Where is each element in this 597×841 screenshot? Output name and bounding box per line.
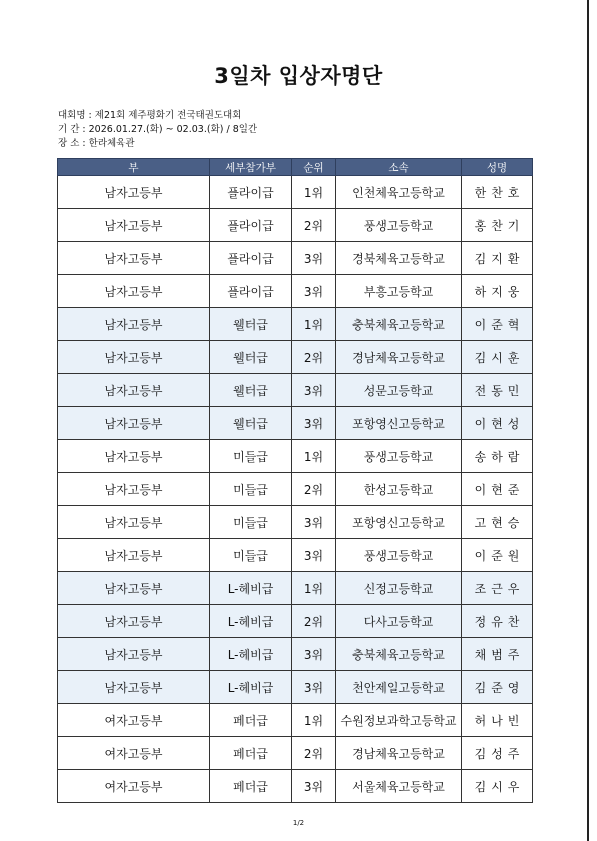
page-title: 3일차 입상자명단 <box>214 64 383 88</box>
event-name-label: 대회명 : <box>58 110 92 121</box>
athlete-name-cell: 송하람 <box>462 440 533 473</box>
subdivision-cell: 플라이급 <box>210 176 292 209</box>
affiliation-cell: 성문고등학교 <box>336 374 462 407</box>
athlete-name-cell: 하지웅 <box>462 275 533 308</box>
division-cell: 남자고등부 <box>58 374 210 407</box>
subdivision-cell: 페더급 <box>210 737 292 770</box>
table-row <box>58 176 533 209</box>
event-period-label: 기 간 : <box>58 124 86 135</box>
division-cell: 남자고등부 <box>58 440 210 473</box>
table-row <box>58 638 533 671</box>
subdivision-cell: 페더급 <box>210 770 292 803</box>
table-row <box>58 770 533 803</box>
affiliation-cell: 경북체육고등학교 <box>336 242 462 275</box>
table-row <box>58 374 533 407</box>
affiliation-cell: 수원정보과학고등학교 <box>336 704 462 737</box>
athlete-name-cell: 고현승 <box>462 506 533 539</box>
subdivision-cell: 플라이급 <box>210 275 292 308</box>
table-row <box>58 605 533 638</box>
rank-cell: 3위 <box>292 374 336 407</box>
affiliation-cell: 풍생고등학교 <box>336 209 462 242</box>
event-venue-row <box>58 137 257 151</box>
subdivision-cell: 웰터급 <box>210 374 292 407</box>
athlete-name-cell: 김시훈 <box>462 341 533 374</box>
event-venue-label: 장 소 : <box>58 138 86 149</box>
division-cell: 남자고등부 <box>58 407 210 440</box>
subdivision-cell: L-헤비급 <box>210 638 292 671</box>
affiliation-cell: 부흥고등학교 <box>336 275 462 308</box>
affiliation-cell: 다사고등학교 <box>336 605 462 638</box>
athlete-name-cell: 허나빈 <box>462 704 533 737</box>
table-row <box>58 242 533 275</box>
division-cell: 남자고등부 <box>58 473 210 506</box>
rank-cell: 1위 <box>292 704 336 737</box>
subdivision-cell: 플라이급 <box>210 209 292 242</box>
results-table <box>57 158 533 803</box>
division-cell: 남자고등부 <box>58 209 210 242</box>
affiliation-cell: 충북체육고등학교 <box>336 638 462 671</box>
division-cell: 남자고등부 <box>58 275 210 308</box>
affiliation-cell: 서울체육고등학교 <box>336 770 462 803</box>
table-row <box>58 440 533 473</box>
division-cell: 남자고등부 <box>58 308 210 341</box>
page-number: 1/2 <box>292 819 305 827</box>
table-row <box>58 407 533 440</box>
subdivision-cell: L-헤비급 <box>210 671 292 704</box>
table-row <box>58 671 533 704</box>
subdivision-cell: 웰터급 <box>210 308 292 341</box>
table-row <box>58 275 533 308</box>
table-row <box>58 539 533 572</box>
affiliation-cell: 신정고등학교 <box>336 572 462 605</box>
rank-cell: 2위 <box>292 341 336 374</box>
rank-cell: 3위 <box>292 407 336 440</box>
subdivision-cell: L-헤비급 <box>210 605 292 638</box>
rank-cell: 1위 <box>292 176 336 209</box>
rank-cell: 2위 <box>292 473 336 506</box>
table-row <box>58 209 533 242</box>
division-cell: 남자고등부 <box>58 605 210 638</box>
athlete-name-cell: 이준혁 <box>462 308 533 341</box>
division-cell: 남자고등부 <box>58 176 210 209</box>
athlete-name-cell: 이현준 <box>462 473 533 506</box>
table-row <box>58 341 533 374</box>
division-cell: 남자고등부 <box>58 341 210 374</box>
affiliation-cell: 한성고등학교 <box>336 473 462 506</box>
affiliation-cell: 경남체육고등학교 <box>336 341 462 374</box>
table-row <box>58 704 533 737</box>
header-rank: 순위 <box>292 159 336 176</box>
rank-cell: 2위 <box>292 209 336 242</box>
division-cell: 여자고등부 <box>58 770 210 803</box>
table-header-row <box>58 159 533 176</box>
rank-cell: 3위 <box>292 506 336 539</box>
athlete-name-cell: 김지환 <box>462 242 533 275</box>
athlete-name-cell: 정유찬 <box>462 605 533 638</box>
athlete-name-cell: 김준영 <box>462 671 533 704</box>
athlete-name-cell: 김성주 <box>462 737 533 770</box>
rank-cell: 1위 <box>292 572 336 605</box>
subdivision-cell: 플라이급 <box>210 242 292 275</box>
athlete-name-cell: 이현성 <box>462 407 533 440</box>
athlete-name-cell: 조근우 <box>462 572 533 605</box>
division-cell: 남자고등부 <box>58 638 210 671</box>
subdivision-cell: 미들급 <box>210 440 292 473</box>
event-info <box>58 109 257 151</box>
rank-cell: 3위 <box>292 671 336 704</box>
division-cell: 남자고등부 <box>58 572 210 605</box>
division-cell: 남자고등부 <box>58 671 210 704</box>
division-cell: 남자고등부 <box>58 539 210 572</box>
subdivision-cell: 미들급 <box>210 539 292 572</box>
header-affiliation: 소속 <box>336 159 462 176</box>
rank-cell: 3위 <box>292 275 336 308</box>
table-row <box>58 506 533 539</box>
affiliation-cell: 포항영신고등학교 <box>336 407 462 440</box>
athlete-name-cell: 전동민 <box>462 374 533 407</box>
athlete-name-cell: 이준원 <box>462 539 533 572</box>
table-body <box>58 176 533 803</box>
header-name: 성명 <box>462 159 533 176</box>
athlete-name-cell: 채범주 <box>462 638 533 671</box>
header-subdivision: 세부참가부 <box>210 159 292 176</box>
table-row <box>58 572 533 605</box>
table-row <box>58 473 533 506</box>
division-cell: 여자고등부 <box>58 737 210 770</box>
table-row <box>58 737 533 770</box>
header-division: 부 <box>58 159 210 176</box>
event-name-row <box>58 109 257 123</box>
division-cell: 남자고등부 <box>58 242 210 275</box>
rank-cell: 3위 <box>292 242 336 275</box>
rank-cell: 3위 <box>292 638 336 671</box>
affiliation-cell: 인천체육고등학교 <box>336 176 462 209</box>
rank-cell: 3위 <box>292 770 336 803</box>
athlete-name-cell: 김시우 <box>462 770 533 803</box>
event-period-row <box>58 123 257 137</box>
athlete-name-cell: 한찬호 <box>462 176 533 209</box>
table-row <box>58 308 533 341</box>
affiliation-cell: 풍생고등학교 <box>336 440 462 473</box>
subdivision-cell: 페더급 <box>210 704 292 737</box>
affiliation-cell: 천안제일고등학교 <box>336 671 462 704</box>
event-name-value: 제21회 제주평화기 전국태권도대회 <box>94 110 242 121</box>
rank-cell: 1위 <box>292 440 336 473</box>
subdivision-cell: 웰터급 <box>210 407 292 440</box>
subdivision-cell: L-헤비급 <box>210 572 292 605</box>
subdivision-cell: 미들급 <box>210 506 292 539</box>
rank-cell: 3위 <box>292 539 336 572</box>
subdivision-cell: 웰터급 <box>210 341 292 374</box>
division-cell: 여자고등부 <box>58 704 210 737</box>
affiliation-cell: 풍생고등학교 <box>336 539 462 572</box>
affiliation-cell: 포항영신고등학교 <box>336 506 462 539</box>
rank-cell: 2위 <box>292 737 336 770</box>
subdivision-cell: 미들급 <box>210 473 292 506</box>
page-edge <box>587 0 589 841</box>
rank-cell: 1위 <box>292 308 336 341</box>
division-cell: 남자고등부 <box>58 506 210 539</box>
rank-cell: 2위 <box>292 605 336 638</box>
event-venue-value: 한라체육관 <box>88 138 135 149</box>
affiliation-cell: 경남체육고등학교 <box>336 737 462 770</box>
affiliation-cell: 충북체육고등학교 <box>336 308 462 341</box>
event-period-value: 2026.01.27.(화) ~ 02.03.(화) / 8일간 <box>88 124 258 135</box>
athlete-name-cell: 홍찬기 <box>462 209 533 242</box>
